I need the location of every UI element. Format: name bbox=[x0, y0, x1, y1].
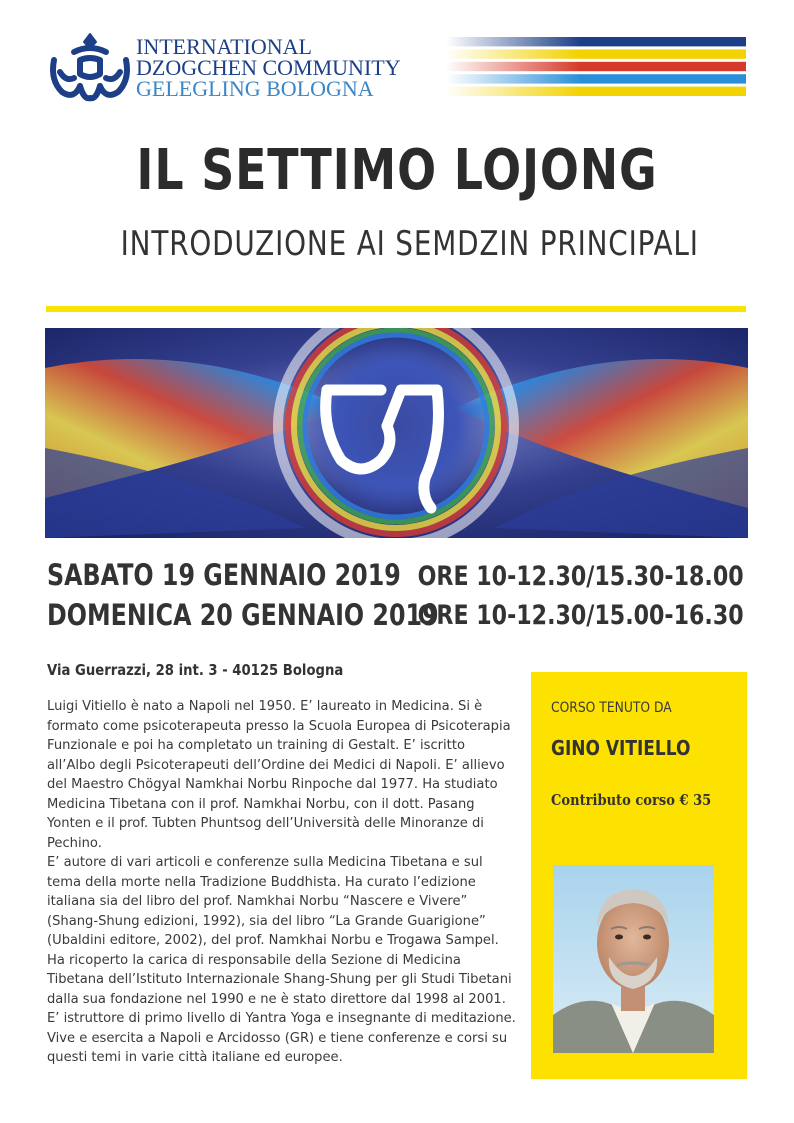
event-date-1: SABATO 19 GENNAIO 2019 bbox=[47, 558, 401, 592]
course-by-label: CORSO TENUTO DA bbox=[551, 700, 672, 716]
org-name-line-1: INTERNATIONAL bbox=[136, 34, 312, 59]
event-date-2: DOMENICA 20 GENNAIO 2019 bbox=[47, 598, 439, 632]
page-subtitle: INTRODUZIONE AI SEMDZIN PRINCIPALI bbox=[120, 224, 699, 264]
teacher-bio bbox=[47, 697, 517, 1068]
page-title: IL SETTIMO LOJONG bbox=[136, 138, 658, 203]
teacher-name: GINO VITIELLO bbox=[551, 736, 691, 760]
teacher-photo bbox=[553, 865, 714, 1053]
divider bbox=[46, 306, 746, 312]
course-fee: Contributo corso € 35 bbox=[551, 792, 712, 809]
bio-paragraph-1: Luigi Vitiello è nato a Napoli nel 1950. E’ laureato in Medicina. Si è formato come psicoterapeuta presso la Scuola Europea di Psicoterapia Funzionale e poi ha completato un training di Gestalt. E’ iscritto all’Albo degli Psicoterapeuti dell’Ordine dei Medici di Napoli. E’ allievo del Maestro Chögyal Namkhai Norbu Rinpoche dal 1977. Ha studiato Medicina Tibetana con il prof. Namkhai Norbu, con il dott. Pasang Yonten e il prof. Tubten Phuntsog dell’Università delle Minoranze di Pechino. bbox=[47, 699, 511, 851]
dzogchen-community-logo-icon bbox=[44, 30, 136, 106]
course-info-panel bbox=[531, 672, 747, 1079]
event-time-2: ORE 10-12.30/15.00-16.30 bbox=[417, 600, 744, 631]
banner-image bbox=[45, 328, 748, 538]
org-name-line-3: GELEGLING BOLOGNA bbox=[136, 76, 374, 101]
event-time-1: ORE 10-12.30/15.30-18.00 bbox=[417, 561, 744, 592]
header-color-stripes bbox=[446, 36, 746, 98]
org-name-line-2: DZOGCHEN COMMUNITY bbox=[136, 55, 401, 80]
venue-address: Via Guerrazzi, 28 int. 3 - 40125 Bologna bbox=[47, 661, 344, 679]
bio-paragraph-2: E’ autore di vari articoli e conferenze sulla Medicina Tibetana e sul tema della morte nella Tradizione Buddhista. Ha curato l’edizione italiana sia del libro del prof. Namkhai Norbu “Nascere e Vivere” (Shang-Shung edizioni, 1992), sia del libro “La Grande Guarigione” (Ubaldini editore, 2002), del prof. Namkhai Norbu e Trogawa Sampel. Ha ricoperto la carica di responsabile della Sezione di Medicina Tibetana dell’Istituto Internazionale Shang-Shung per gli Studi Tibetani dalla sua fondazione nel 1990 e ne è stato direttore dal 1998 al 2001. E’ istruttore di primo livello di Yantra Yoga e insegnante di meditazione. Vive e esercita a Napoli e Arcidosso (GR) e tiene conferenze e corsi su questi temi in varie città italiane ed europee. bbox=[47, 855, 516, 1065]
